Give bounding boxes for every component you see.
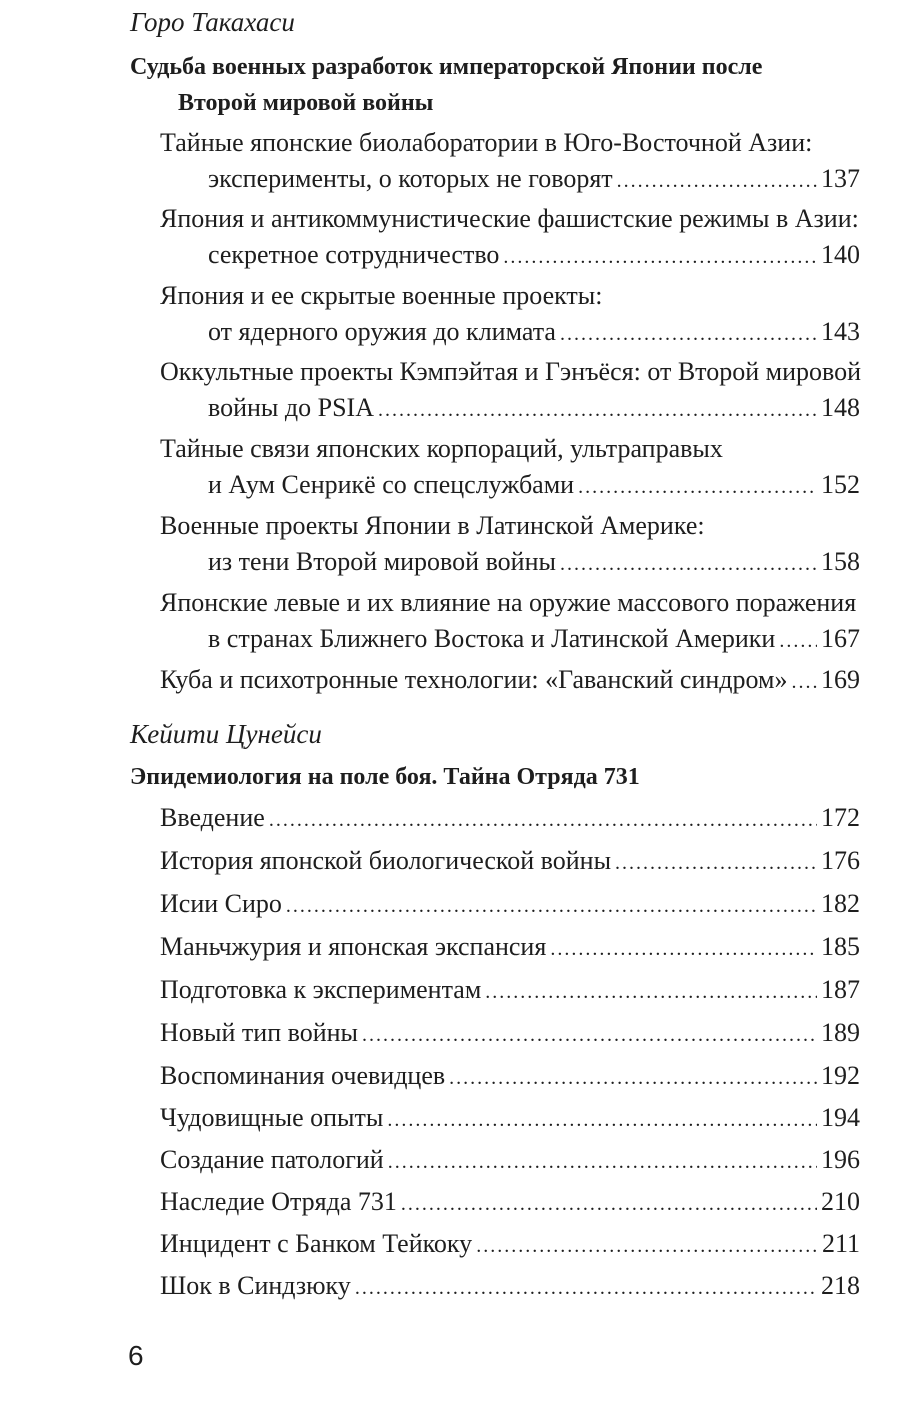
toc-entry: Воспоминания очевидцев ..... 192 xyxy=(160,1058,860,1096)
section-title-part2: Эпидемиология на поле боя. Тайна Отряда 731 xyxy=(130,764,640,790)
page-ref: 167 xyxy=(821,624,860,653)
toc-entry: Куба и психотронные технологии: «Гаванский синдром» ..... 169 xyxy=(160,662,860,700)
leader-dots xyxy=(615,845,817,881)
leader-dots xyxy=(560,316,817,352)
page-ref: 148 xyxy=(821,393,860,422)
toc-entry: Новый тип войны ..... 189 xyxy=(160,1015,860,1053)
toc-entry: Япония и антикоммунистические фашистские режимы в Азии: секретное сотрудничество ..... 140 xyxy=(160,201,860,275)
toc-entry: Тайные японские биолаборатории в Юго-Восточной Азии: эксперименты, о которых не говорят ..... 137 xyxy=(160,125,860,199)
leader-dots xyxy=(503,239,817,275)
toc-entry: Шок в Синдзюку ..... 218 xyxy=(160,1268,860,1306)
leader-dots xyxy=(578,469,817,505)
toc-entry: История японской биологической войны ..... 176 xyxy=(160,843,860,881)
page-ref: 189 xyxy=(821,1018,860,1047)
leader-dots xyxy=(387,1102,817,1138)
toc-entry: Оккультные проекты Кэмпэйтая и Гэнъёся: от Второй мировой войны до PSIA ..... 148 xyxy=(160,354,860,428)
page-ref: 169 xyxy=(821,665,860,694)
leader-dots xyxy=(388,1144,817,1180)
page-ref: 192 xyxy=(821,1061,860,1090)
page-ref: 196 xyxy=(821,1145,860,1174)
page-ref: 185 xyxy=(821,932,860,961)
page-ref: 194 xyxy=(821,1103,860,1132)
toc-entry: Подготовка к экспериментам ..... 187 xyxy=(160,972,860,1010)
toc-entry: Японские левые и их влияние на оружие массового поражения в странах Ближнего Востока и Латинской Америки ..... 167 xyxy=(160,585,860,659)
page-ref: 176 xyxy=(821,846,860,875)
leader-dots xyxy=(485,974,817,1010)
page-ref: 182 xyxy=(821,889,860,918)
page-ref: 140 xyxy=(821,240,860,269)
leader-dots xyxy=(449,1060,817,1096)
toc-entry: Наследие Отряда 731 ..... 210 xyxy=(160,1184,860,1222)
leader-dots xyxy=(362,1017,817,1053)
page-ref: 172 xyxy=(821,803,860,832)
leader-dots xyxy=(791,664,817,700)
toc-entry: Создание патологий ..... 196 xyxy=(160,1142,860,1180)
page-ref: 218 xyxy=(821,1271,860,1300)
leader-dots xyxy=(550,931,817,967)
leader-dots xyxy=(269,802,817,838)
leader-dots xyxy=(401,1186,817,1222)
page-ref: 137 xyxy=(821,164,860,193)
page-ref: 187 xyxy=(821,975,860,1004)
toc-entry: Маньчжурия и японская экспансия ..... 185 xyxy=(160,929,860,967)
leader-dots xyxy=(378,392,817,428)
toc-entry: Япония и ее скрытые военные проекты: от ядерного оружия до климата ..... 143 xyxy=(160,278,860,352)
section-title-line1: Судьба военных разработок императорской Японии после xyxy=(130,54,763,80)
author-tsuneishi: Кейити Цунейси xyxy=(130,719,322,749)
page-ref: 211 xyxy=(821,1229,860,1258)
leader-dots xyxy=(476,1228,818,1264)
page-number: 6 xyxy=(128,1340,144,1371)
toc-entry: Военные проекты Японии в Латинской Америке: из тени Второй мировой войны ..... 158 xyxy=(160,508,860,582)
toc-entry: Чудовищные опыты ..... 194 xyxy=(160,1100,860,1138)
toc-entry: Исии Сиро ..... 182 xyxy=(160,886,860,924)
page-ref: 152 xyxy=(821,470,860,499)
leader-dots xyxy=(560,546,817,582)
leader-dots xyxy=(286,888,817,924)
author-takahashi: Горо Такахаси xyxy=(130,7,295,37)
toc-entry: Инцидент с Банком Тейкоку ..... 211 xyxy=(160,1226,860,1264)
toc-entry: Введение ..... 172 xyxy=(160,800,860,838)
leader-dots xyxy=(779,623,817,659)
page-ref: 143 xyxy=(821,317,860,346)
section-title-line2: Второй мировой войны xyxy=(178,90,434,116)
page-ref: 210 xyxy=(821,1187,860,1216)
toc-entry: Тайные связи японских корпораций, ультраправых и Аум Сенрикё со спецслужбами ..... 152 xyxy=(160,431,860,505)
page-ref: 158 xyxy=(821,547,860,576)
leader-dots xyxy=(355,1270,817,1306)
leader-dots xyxy=(617,163,817,199)
